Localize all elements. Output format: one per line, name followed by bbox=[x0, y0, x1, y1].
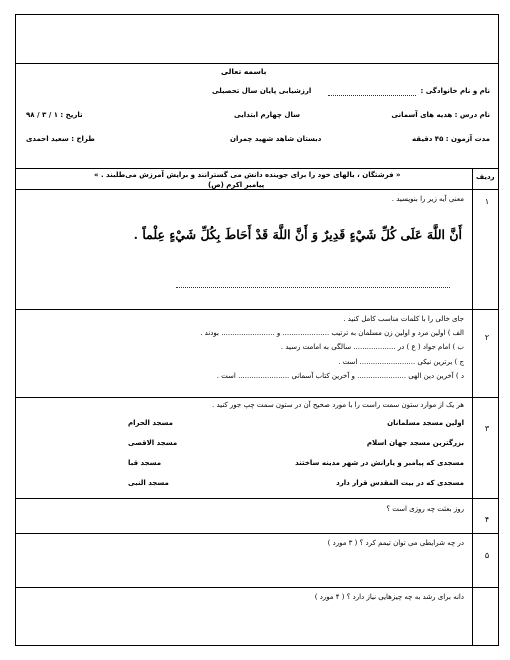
row-column-divider bbox=[472, 168, 473, 645]
question-prompt: معنی آیه زیر را بنویسید . bbox=[391, 195, 464, 203]
match-right-item: اولین مسجد مسلمانان bbox=[387, 419, 464, 427]
match-left-item: مسجد النبی bbox=[128, 479, 169, 487]
fill-blank-item: د ) آخرین دین الهی ...................... و آخرین کتاب آسمانی ....................... است . bbox=[216, 372, 464, 380]
question-number: ۳ bbox=[484, 424, 490, 433]
divider bbox=[16, 533, 498, 534]
match-right-item: مسجدی که پیامبر و یارانش در شهر مدینه ساختند bbox=[295, 459, 464, 467]
school-name: دبستان شاهد شهید چمران bbox=[230, 135, 322, 143]
question-prompt: در چه شرایطی می توان تیمم کرد ؟ ( ۳ مورد ) bbox=[327, 539, 464, 547]
question-prompt: جای خالی را با کلمات مناسب کامل کنید . bbox=[343, 315, 464, 323]
fill-blank-item: ج ) برترین نیکی ......................... است . bbox=[338, 358, 464, 366]
question-number: ۴ bbox=[484, 515, 490, 524]
divider bbox=[16, 309, 498, 310]
divider bbox=[16, 189, 498, 190]
match-right-item: بزرگترین مسجد جهان اسلام bbox=[366, 439, 464, 447]
divider bbox=[16, 587, 498, 588]
name-blank[interactable] bbox=[328, 95, 416, 96]
name-label: نام و نام خانوادگی : bbox=[420, 87, 490, 95]
question-prompt: دانه برای رشد به چه چیزهایی نیاز دارد ؟ ( ۴ مورد ) bbox=[314, 593, 464, 601]
grade-label: سال چهارم ابتدایی bbox=[234, 111, 300, 119]
question-number: ۱ bbox=[484, 197, 490, 206]
lesson-label: نام درس : هدیه های آسمانی bbox=[391, 111, 490, 119]
divider bbox=[16, 168, 498, 169]
divider bbox=[16, 397, 498, 398]
answer-line[interactable] bbox=[176, 287, 450, 288]
match-left-item: مسجد الاقصی bbox=[128, 439, 178, 447]
fill-blank-item: ب ) امام جواد ( ع ) در ................... سالگی به امامت رسید . bbox=[280, 343, 464, 351]
exam-duration: مدت آزمون : ۴۵ دقیقه bbox=[412, 135, 490, 143]
question-number: ۲ bbox=[484, 333, 490, 342]
match-left-item: مسجد قبا bbox=[128, 459, 162, 467]
divider bbox=[16, 63, 498, 64]
quote-line-1: « فرشتگان ، بالهای خود را برای جوینده دانش می گسترانند و برایش آمرزش می‌طلبند . » bbox=[94, 171, 401, 179]
row-column-label: ردیف bbox=[476, 173, 495, 181]
question-number: ۵ bbox=[484, 551, 490, 560]
divider bbox=[16, 498, 498, 499]
quote-attribution: پیامبر اکرم (ص) bbox=[208, 181, 265, 189]
exam-title: ارزشیابی پایان سال تحصیلی bbox=[212, 87, 312, 95]
exam-sheet bbox=[15, 14, 499, 646]
bismillah-heading: باسمه تعالی bbox=[221, 67, 267, 76]
exam-date: تاریخ : ۱ / ۳ / ۹۸ bbox=[26, 111, 83, 119]
question-prompt: روز بعثت چه روزی است ؟ bbox=[386, 505, 464, 513]
fill-blank-item: الف ) اولین مرد و اولین زن مسلمان به ترتیب ..................... و ........................ بودند . bbox=[200, 329, 464, 337]
match-left-item: مسجد الحرام bbox=[128, 419, 173, 427]
designer-name: طراح : سعید احمدی bbox=[26, 135, 95, 143]
question-prompt: هر یک از موارد ستون سمت راست را با مورد صحیح آن در ستون سمت چپ جور کنید . bbox=[212, 401, 464, 409]
quran-verse: أَنَّ اللَّهَ عَلَى كُلِّ شَيْءٍ قَدِيرٌ وَ أَنَّ اللَّهَ قَدْ أَحَاطَ بِكُلِّ شَيْءٍ عِلْماً . bbox=[133, 227, 462, 242]
match-right-item: مسجدی که در بیت المقدس قرار دارد bbox=[336, 479, 464, 487]
